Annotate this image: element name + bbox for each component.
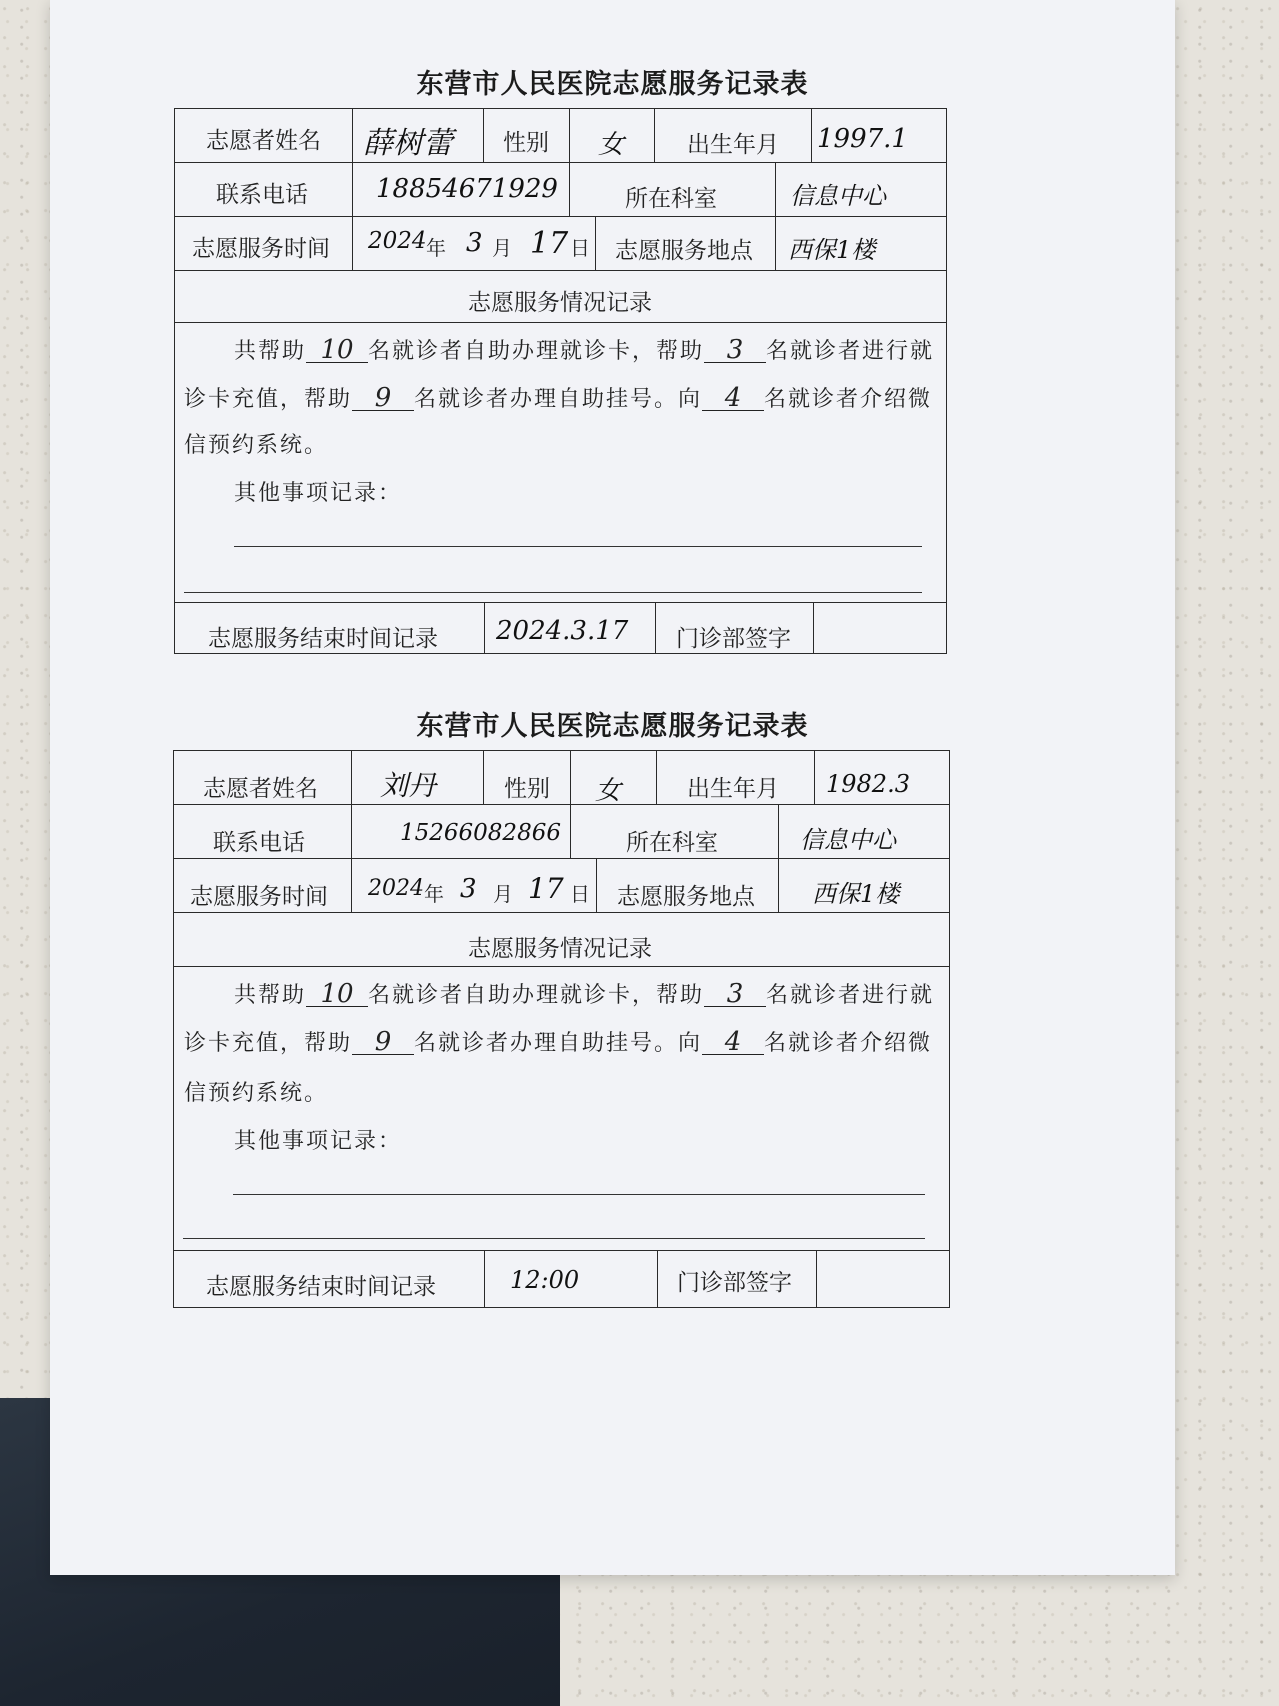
label-year-unit: 年 (424, 882, 444, 906)
label-birth: 出生年月 (687, 776, 779, 802)
col-divider (483, 750, 484, 804)
text: 名就诊者进行就 (766, 983, 935, 1008)
blank-card-count: 10 (306, 338, 368, 363)
value-month: 3 (460, 874, 477, 904)
text: 诊卡充值，帮助 (184, 387, 353, 412)
col-divider (814, 750, 815, 804)
label-month-unit: 月 (493, 882, 513, 906)
label-sign: 门诊部签字 (676, 626, 791, 652)
row-divider (174, 270, 947, 271)
col-divider (483, 108, 484, 162)
value-phone: 15266082866 (400, 820, 561, 846)
col-divider (657, 1250, 658, 1308)
col-divider (655, 602, 656, 654)
col-divider (595, 216, 596, 270)
record-line-3: 信预约系统。 (184, 433, 329, 458)
col-divider (351, 750, 352, 912)
blank-wechat-count: 4 (702, 1030, 764, 1055)
value-birth: 1997.1 (817, 124, 908, 154)
label-gender: 性别 (503, 130, 549, 156)
value-place: 西保1楼 (812, 880, 900, 908)
text: 共帮助 (234, 983, 307, 1008)
value-dept: 信息中心 (800, 826, 896, 854)
label-birth: 出生年月 (687, 132, 779, 158)
blank-recharge-count: 3 (704, 982, 766, 1007)
value-end-time: 2024.3.17 (496, 616, 629, 646)
record-line-1 (234, 334, 934, 365)
other-notes-label: 其他事项记录： (234, 1129, 403, 1154)
col-divider (484, 602, 485, 654)
label-day-unit: 日 (570, 236, 590, 260)
col-divider (775, 162, 776, 270)
blank-recharge-count: 3 (704, 338, 766, 363)
label-service-time: 志愿服务时间 (192, 236, 330, 262)
label-day-unit: 日 (570, 882, 590, 906)
text: 名就诊者介绍微 (764, 387, 933, 412)
col-divider (654, 108, 655, 162)
row-divider (173, 858, 950, 859)
value-day: 17 (528, 872, 564, 905)
value-end-time: 12:00 (510, 1266, 580, 1294)
row-divider (174, 322, 947, 323)
col-divider (596, 858, 597, 912)
col-divider (813, 602, 814, 654)
col-divider (569, 108, 570, 216)
section-heading: 志愿服务情况记录 (468, 936, 652, 962)
text: 名就诊者办理自助挂号。向 (414, 387, 703, 412)
label-dept: 所在科室 (626, 830, 718, 856)
col-divider (816, 1250, 817, 1308)
row-divider (173, 966, 950, 967)
value-phone: 18854671929 (376, 174, 558, 204)
label-service-place: 志愿服务地点 (615, 238, 753, 264)
text: 诊卡充值，帮助 (184, 1031, 353, 1056)
label-year-unit: 年 (426, 236, 446, 260)
label-name: 志愿者姓名 (206, 128, 321, 154)
form-title: 东营市人民医院志愿服务记录表 (416, 711, 809, 742)
value-name: 刘丹 (380, 769, 437, 802)
label-phone: 联系电话 (216, 182, 308, 208)
notes-line (184, 592, 922, 593)
value-name: 薛树蕾 (363, 126, 453, 161)
value-birth: 1982.3 (826, 770, 910, 798)
value-dept: 信息中心 (790, 182, 886, 210)
col-divider (811, 108, 812, 162)
label-dept: 所在科室 (625, 186, 717, 212)
label-sign: 门诊部签字 (677, 1270, 792, 1296)
text: 名就诊者介绍微 (764, 1031, 933, 1056)
text: 名就诊者自助办理就诊卡，帮助 (368, 983, 705, 1008)
label-month-unit: 月 (492, 236, 512, 260)
label-service-place: 志愿服务地点 (617, 884, 755, 910)
value-day: 17 (530, 226, 569, 261)
value-year: 2024 (368, 876, 424, 901)
paper-sheet (50, 0, 1175, 1575)
blank-register-count: 9 (352, 1030, 414, 1055)
col-divider (778, 804, 779, 912)
label-gender: 性别 (504, 776, 550, 802)
row-divider (174, 602, 947, 603)
value-place: 西保1楼 (788, 236, 876, 264)
record-line-2 (184, 382, 932, 413)
col-divider (484, 1250, 485, 1308)
label-service-time: 志愿服务时间 (190, 884, 328, 910)
value-month: 3 (466, 228, 483, 258)
col-divider (352, 108, 353, 270)
record-line-3: 信预约系统。 (184, 1081, 329, 1106)
blank-wechat-count: 4 (702, 386, 764, 411)
value-gender: 女 (595, 776, 622, 806)
label-end-time: 志愿服务结束时间记录 (206, 1274, 436, 1300)
col-divider (570, 750, 571, 858)
label-name: 志愿者姓名 (203, 776, 318, 802)
row-divider (173, 804, 950, 805)
text: 名就诊者自助办理就诊卡，帮助 (368, 339, 705, 364)
text: 名就诊者进行就 (766, 339, 935, 364)
row-divider (173, 912, 950, 913)
record-line-1 (234, 978, 934, 1009)
value-gender: 女 (598, 130, 625, 160)
other-notes-label: 其他事项记录： (234, 481, 403, 506)
blank-card-count: 10 (306, 982, 368, 1007)
blank-register-count: 9 (352, 386, 414, 411)
value-year: 2024 (368, 228, 427, 254)
record-line-2 (184, 1026, 932, 1057)
row-divider (174, 216, 947, 217)
col-divider (656, 750, 657, 804)
form-title: 东营市人民医院志愿服务记录表 (416, 69, 809, 100)
notes-line (234, 546, 922, 547)
notes-line (183, 1238, 925, 1239)
label-end-time: 志愿服务结束时间记录 (208, 626, 438, 652)
row-divider (173, 1250, 950, 1251)
text: 名就诊者办理自助挂号。向 (414, 1031, 703, 1056)
row-divider (174, 162, 947, 163)
text: 共帮助 (234, 339, 307, 364)
notes-line (233, 1194, 925, 1195)
section-heading: 志愿服务情况记录 (468, 290, 652, 316)
label-phone: 联系电话 (213, 830, 305, 856)
